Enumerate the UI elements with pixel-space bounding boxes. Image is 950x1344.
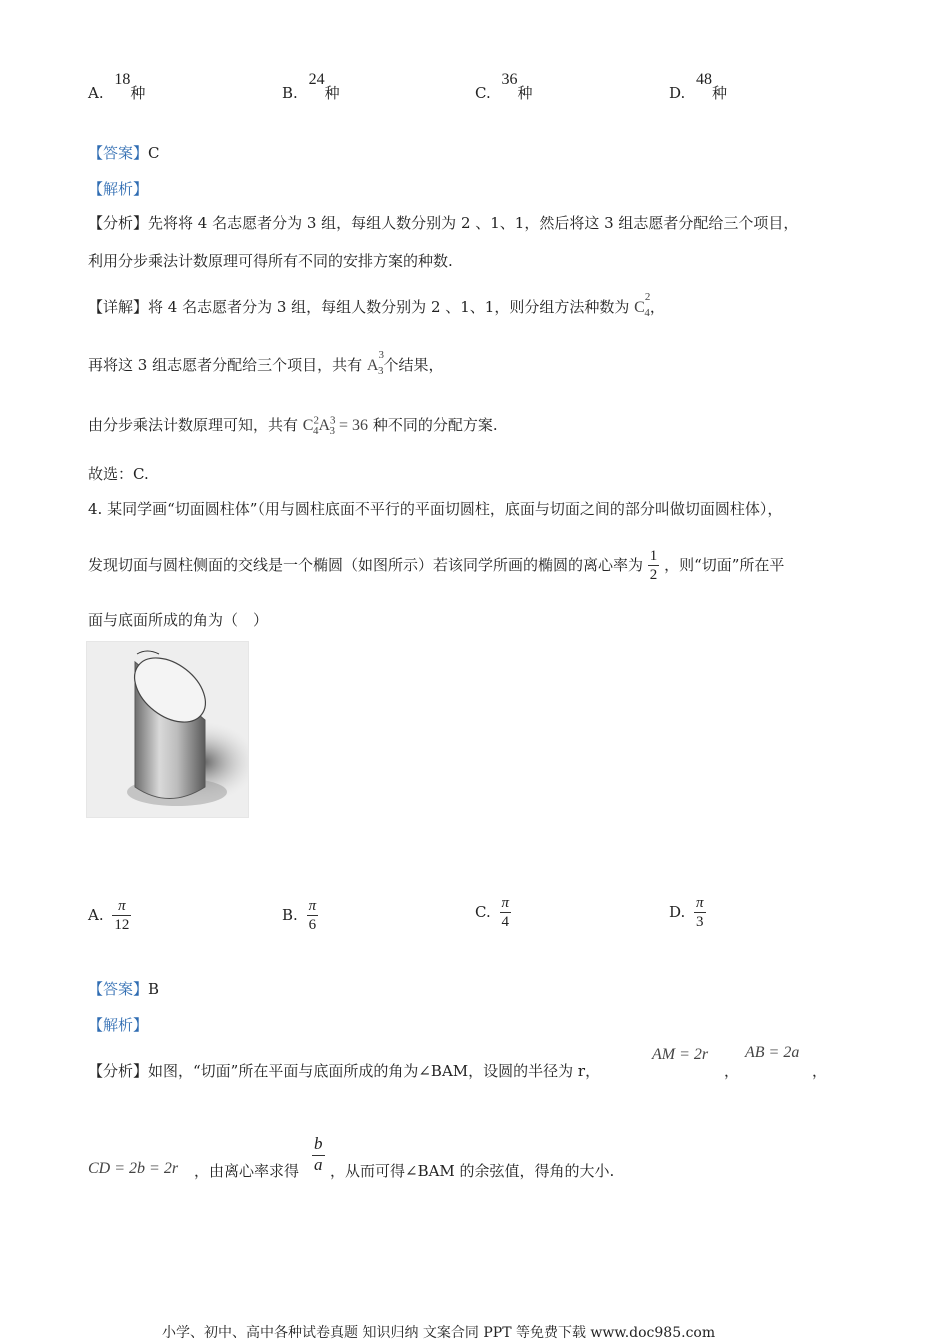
eq-am: AM = 2r — [652, 1046, 709, 1063]
denominator: 3 — [694, 912, 706, 931]
option-label: D. — [669, 903, 686, 921]
q4-fenxi-line2-b: ，从而可得∠BAM 的余弦值，得角的大小. — [330, 1162, 615, 1180]
denominator: 6 — [307, 915, 319, 934]
numerator: b — [314, 1134, 323, 1153]
fraction-b-over-a — [312, 1133, 325, 1174]
numerator: π — [696, 895, 704, 911]
detail-tag: 【详解】 — [88, 298, 149, 316]
denominator: a — [314, 1155, 323, 1174]
q3-fenxi-line2: 利用分步乘法计数原理可得所有不同的安排方案的种数. — [88, 252, 453, 270]
q3-option-c — [475, 71, 533, 103]
permutation-a33: $A^3_3$ — [366, 348, 384, 378]
detail-text: 个结果， — [383, 356, 444, 374]
q4-fenxi-line2 — [194, 1160, 299, 1181]
option-label: B. — [282, 84, 298, 102]
denominator: 12 — [114, 917, 130, 933]
option-unit: 种 — [130, 84, 146, 102]
q4-line3: 面与底面所成的角为（ ） — [88, 611, 269, 629]
option-number: 24 — [308, 71, 325, 88]
option-label: C. — [475, 84, 491, 102]
fraction — [312, 1133, 325, 1174]
punct: ， — [649, 298, 665, 316]
formula-c42a33: $C^2_4A^3_3 = 36$ — [302, 414, 369, 438]
q3-option-b — [282, 71, 340, 103]
detail-text: 种不同的分配方案. — [372, 416, 498, 434]
answer-tag: 【答案】 — [88, 144, 149, 162]
q3-detail-line2 — [88, 348, 444, 378]
q4-option-c — [475, 895, 511, 931]
detail-text: 将 4 名志愿者分为 3 组，每组人数分别为 2 、1、1，则分组方法种数为 — [148, 298, 630, 316]
q4-line1: 4. 某同学画“切面圆柱体”（用与圆柱底面不平行的平面切圆柱，底面与切面之间的部分叫做切面圆柱体）， — [88, 500, 783, 518]
q3-conclusion: 故选：C. — [88, 465, 149, 483]
option-number: 48 — [696, 71, 713, 88]
q4-analysis-tag: 【解析】 — [88, 1016, 149, 1034]
option-unit: 种 — [324, 84, 340, 102]
numerator: 1 — [649, 548, 658, 564]
option-fraction — [112, 898, 131, 934]
option-unit: 种 — [712, 84, 728, 102]
comma: ， — [724, 1062, 740, 1080]
q4-option-b — [282, 898, 318, 934]
numerator: π — [308, 898, 317, 914]
option-label: D. — [669, 84, 686, 102]
cylinder-sketch-icon — [87, 642, 248, 817]
option-unit: 种 — [517, 84, 533, 102]
q3-analysis-tag: 【解析】 — [88, 180, 149, 198]
comma: ， — [812, 1062, 828, 1080]
option-fraction — [500, 895, 512, 931]
fenxi-text: ，由离心率求得 — [194, 1162, 300, 1180]
answer-value: B — [148, 980, 160, 998]
q3-option-d — [669, 71, 728, 103]
option-label: B. — [282, 906, 298, 924]
option-fraction — [694, 895, 706, 931]
q3-fenxi-line1 — [88, 212, 798, 233]
cut-cylinder-figure — [86, 641, 249, 818]
option-label: A. — [88, 906, 104, 924]
combination-c42: $C^2_4$ — [634, 290, 651, 320]
eq-ab: AB = 2a — [745, 1044, 800, 1061]
eq-cd: CD = 2b = 2r — [88, 1160, 179, 1177]
fenxi-tag: 【分析】 — [88, 214, 149, 232]
option-label: C. — [475, 903, 491, 921]
q4-option-d — [669, 895, 706, 931]
answer-value: C — [148, 144, 160, 162]
q4-answer — [88, 978, 159, 999]
fenxi-tag: 【分析】 — [88, 1062, 149, 1080]
option-number: 18 — [114, 71, 131, 88]
q4-text: 发现切面与圆柱侧面的交线是一个椭圆（如图所示）若该同学所画的椭圆的离心率为 — [88, 556, 644, 574]
denominator: 4 — [500, 912, 512, 931]
page-footer: 小学、初中、高中各种试卷真题 知识归纳 文案合同 PPT 等免费下载 www.doc985.com — [162, 1325, 716, 1341]
numerator: π — [118, 898, 126, 914]
answer-tag: 【答案】 — [88, 980, 149, 998]
fenxi-text: 如图，“切面”所在平面与底面所成的角为∠BAM，设圆的半径为 r， — [148, 1062, 601, 1080]
option-fraction — [307, 898, 319, 934]
detail-text: 再将这 3 组志愿者分配给三个项目，共有 — [88, 356, 363, 374]
q3-detail-line1 — [88, 290, 665, 320]
denominator: 2 — [649, 567, 658, 583]
option-label: A. — [88, 84, 104, 102]
fraction-one-half — [648, 548, 660, 584]
q4-text: ，则“切面”所在平 — [664, 556, 785, 574]
q4-fenxi-line1 — [88, 1060, 600, 1081]
q3-option-a — [88, 71, 146, 103]
fenxi-text: 先将将 4 名志愿者分为 3 组，每组人数分别为 2 、1、1，然后将这 3 组志愿者分配给三个项目， — [148, 214, 799, 232]
q3-detail-line3 — [88, 414, 498, 437]
formula-result: = 36 — [339, 417, 369, 434]
option-number: 36 — [501, 71, 518, 88]
q3-answer — [88, 142, 160, 163]
detail-text: 由分步乘法计数原理可知，共有 — [88, 416, 299, 434]
q4-option-a — [88, 898, 131, 934]
q4-line2 — [88, 548, 784, 584]
numerator: π — [501, 895, 510, 911]
